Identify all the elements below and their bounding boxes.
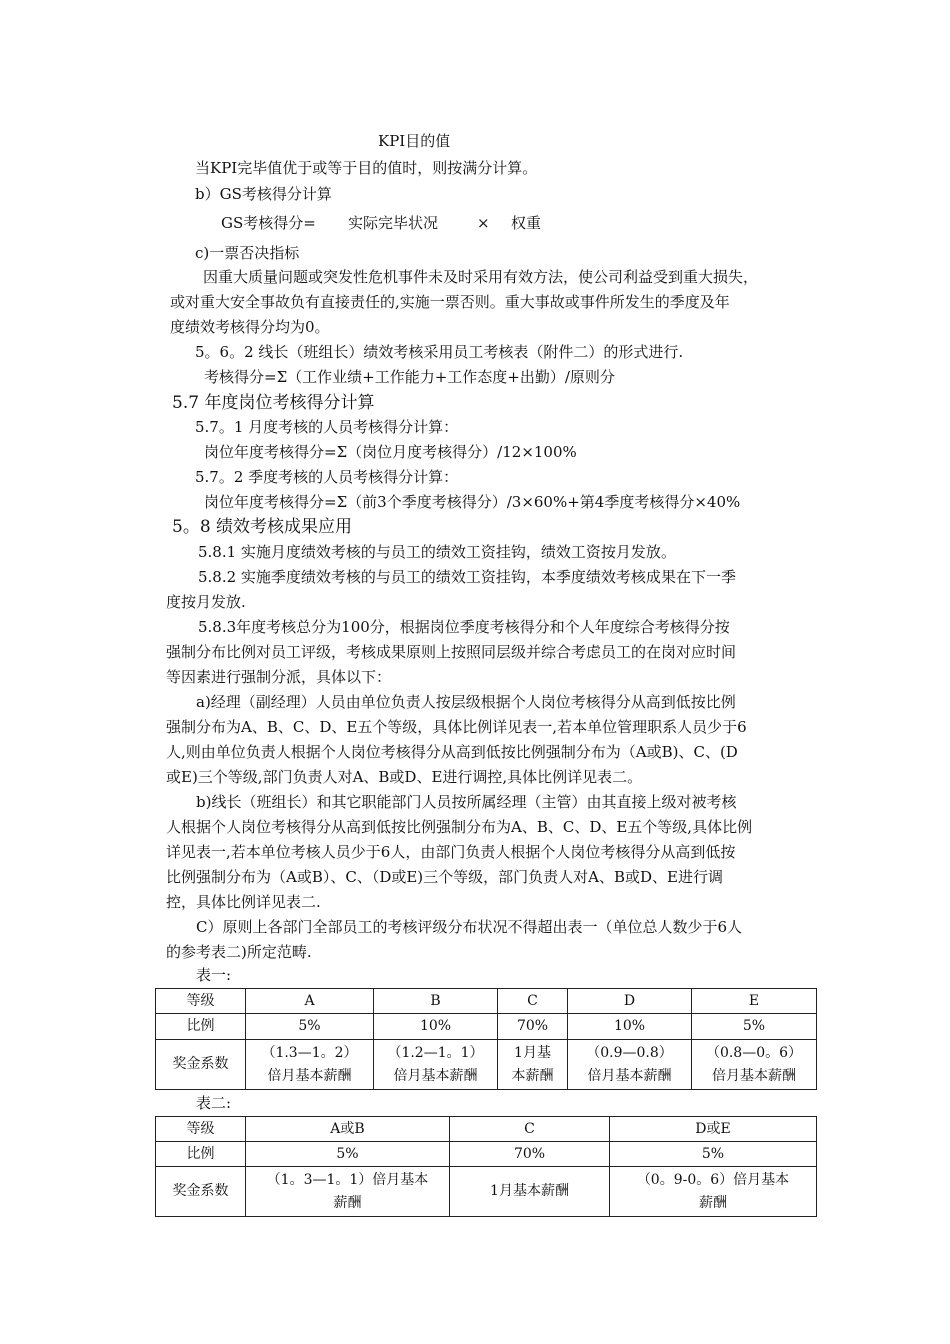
table2-bonus-label: 奖金系数: [156, 1167, 246, 1217]
table2-bonus-cell: （1。3—1。1）倍月基本 薪酬: [246, 1167, 450, 1217]
section-5-7-1-formula: 岗位年度考核得分=Σ（岗位月度考核得分）/12×100%: [204, 443, 577, 461]
table2-ratio-row: [156, 1142, 817, 1167]
veto-text-line: 度绩效考核得分均为0。: [170, 318, 330, 336]
table1-bonus-cell: （1.2—1。1） 倍月基本薪酬: [374, 1040, 498, 1090]
item-b-line: 人根据个人岗位考核得分从高到低按比例强制分布为A、B、C、D、E五个等级,具体比例: [166, 818, 753, 836]
item-c-line: C）原则上各部门全部员工的考核评级分布状况不得超出表一（单位总人数少于6人: [196, 918, 743, 936]
section-5-7-title: 5.7 年度岗位考核得分计算: [172, 393, 375, 413]
gs-formula-operator: ×: [477, 214, 490, 232]
table1-ratio-cell: 5%: [246, 1014, 374, 1040]
table2: [155, 1116, 817, 1217]
gs-formula-label: GS考核得分=: [221, 214, 316, 232]
section-5-8-2-line: 5.8.2 实施季度绩效考核的与员工的绩效工资挂钩，本季度绩效考核成果在下一季: [198, 568, 736, 586]
table1-ratio-cell: 10%: [374, 1014, 498, 1040]
item-b-line: 详见表一,若本单位考核人员少于6人，由部门负责人根据个人岗位考核得分从高到低按: [166, 843, 736, 861]
section-5-8-2-line: 度按月发放.: [166, 593, 246, 611]
item-a-line: a)经理（副经理）人员由单位负责人按层级根据个人岗位考核得分从高到低按比例: [196, 693, 736, 711]
table1-ratio-label: 比例: [156, 1014, 246, 1040]
section-5-8-3-line: 强制分布比例对员工评级，考核成果原则上按照同层级并综合考虑员工的在岗对应时间: [166, 643, 737, 661]
item-a-line: 人,则由单位负责人根据个人岗位考核得分从高到低按比例强制分布为（A或B)、C、(D: [166, 743, 738, 761]
table2-ratio-cell: 5%: [610, 1142, 817, 1167]
item-b-line: 控，具体比例详见表二.: [166, 893, 321, 911]
section-5-6-2: 5。6。2 线长（班组长）绩效考核采用员工考核表（附件二）的形式进行.: [195, 343, 684, 361]
section-5-8-3-line: 5.8.3年度考核总分为100分，根据岗位季度考核得分和个人年度综合考核得分按: [198, 618, 730, 636]
table2-grade-cell: D或E: [610, 1117, 817, 1142]
table1-ratio-cell: 10%: [568, 1014, 692, 1040]
section-5-8-1: 5.8.1 实施月度绩效考核的与员工的绩效工资挂钩，绩效工资按月发放。: [198, 543, 676, 561]
table1-grade-label: 等级: [156, 989, 246, 1014]
section-5-7-2: 5.7。2 季度考核的人员考核得分计算：: [195, 468, 459, 486]
table1-caption: 表一:: [196, 966, 232, 984]
table1-bonus-cell: （0.8—0。6） 倍月基本薪酬: [692, 1040, 817, 1090]
table2-bonus-cell: （0。9-0。6）倍月基本 薪酬: [610, 1167, 817, 1217]
table2-grade-label: 等级: [156, 1117, 246, 1142]
section-5-7-1: 5.7。1 月度考核的人员考核得分计算：: [195, 418, 459, 436]
gs-formula-term: 实际完毕状况: [348, 214, 439, 232]
table2-grade-cell: C: [450, 1117, 610, 1142]
table2-caption: 表二:: [196, 1094, 232, 1112]
table1-ratio-cell: 70%: [498, 1014, 568, 1040]
full-score-note: 当KPI完毕值优于或等于目的值时，则按满分计算。: [195, 159, 538, 177]
section-5-6-2-formula: 考核得分=Σ（工作业绩+工作能力+工作态度+出勤）/原则分: [204, 368, 615, 386]
formula-denominator: KPI目的值: [378, 132, 451, 150]
item-b-line: b)线长（班组长）和其它职能部门人员按所属经理（主管）由其直接上级对被考核: [196, 793, 737, 811]
section-5-7-2-formula: 岗位年度考核得分=Σ（前3个季度考核得分）/3×60%+第4季度考核得分×40%: [204, 493, 741, 511]
item-a-line: 或E)三个等级,部门负责人对A、B或D、E进行调控,具体比例详见表二。: [166, 768, 643, 786]
table2-grade-row: [156, 1117, 817, 1142]
item-c-line: 的参考表二)所定范畴.: [166, 943, 312, 961]
table1-bonus-cell: 1月基 本薪酬: [498, 1040, 568, 1090]
gs-formula-weight: 权重: [511, 214, 542, 232]
section-5-8-3-line: 等因素进行强制分派，具体以下：: [166, 668, 392, 686]
table2-ratio-cell: 70%: [450, 1142, 610, 1167]
table2-bonus-cell: 1月基本薪酬: [450, 1167, 610, 1217]
table1-grade-cell: D: [568, 989, 692, 1014]
table1-grade-cell: B: [374, 989, 498, 1014]
item-b-line: 比例强制分布为（A或B）、C、（D或E)三个等级，部门负责人对A、B或D、E进行调: [166, 868, 723, 886]
table1-grade-row: [156, 989, 817, 1014]
table1-bonus-row: [156, 1040, 817, 1090]
veto-heading: c)一票否决指标: [195, 244, 300, 262]
veto-text-line: 因重大质量问题或突发性危机事件未及时采用有效方法，使公司利益受到重大损失，: [203, 268, 759, 286]
table1-grade-cell: A: [246, 989, 374, 1014]
table2-ratio-cell: 5%: [246, 1142, 450, 1167]
table1-bonus-label: 奖金系数: [156, 1040, 246, 1090]
table1-bonus-cell: （1.3—1。2） 倍月基本薪酬: [246, 1040, 374, 1090]
table1: [155, 988, 817, 1090]
veto-text-line: 或对重大安全事故负有直接责任的,实施一票否则。重大事故或事件所发生的季度及年: [170, 293, 730, 311]
gs-heading: b）GS考核得分计算: [195, 185, 332, 203]
table1-bonus-cell: （0.9—0.8） 倍月基本薪酬: [568, 1040, 692, 1090]
table2-ratio-label: 比例: [156, 1142, 246, 1167]
section-5-8-title: 5。8 绩效考核成果应用: [172, 517, 353, 537]
table1-grade-cell: E: [692, 989, 817, 1014]
item-a-line: 强制分布为A、B、C、D、E五个等级，具体比例详见表一,若本单位管理职系人员少于6: [166, 718, 747, 736]
table2-bonus-row: [156, 1167, 817, 1217]
table1-grade-cell: C: [498, 989, 568, 1014]
table2-grade-cell: A或B: [246, 1117, 450, 1142]
table1-ratio-cell: 5%: [692, 1014, 817, 1040]
table1-ratio-row: [156, 1014, 817, 1040]
